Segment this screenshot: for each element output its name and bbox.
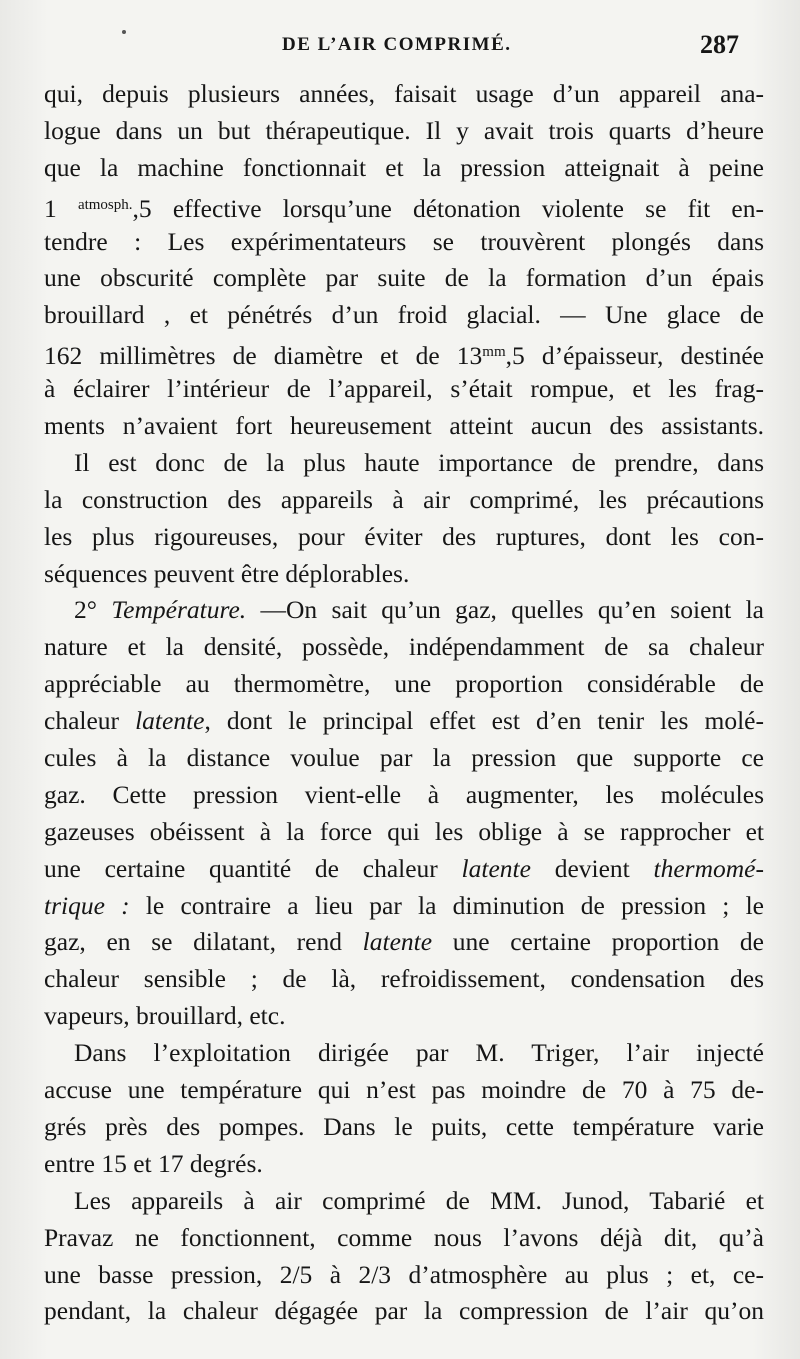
- text-line: cules à la distance voulue par la pression que supporte ce: [44, 743, 764, 773]
- text-line: appréciable au thermomètre, une proportion considérable de: [44, 669, 764, 699]
- text-line: gaz. Cette pression vient-elle à augmenter, les molécules: [44, 779, 764, 809]
- text-line: pendant, la chaleur dégagée par la compression de l’air qu’on: [44, 1296, 764, 1326]
- text-line: trique : le contraire a lieu par la diminution de pression ; le: [44, 890, 764, 920]
- text-line: tendre : Les expérimentateurs se trouvèrent plongés dans: [44, 226, 764, 256]
- text-line: la construction des appareils à air comprimé, les précautions: [44, 484, 764, 514]
- text-line: accuse une température qui n’est pas moindre de 70 à 75 de-: [44, 1075, 764, 1105]
- text-line: brouillard , et pénétrés d’un froid glacial. — Une glace de: [44, 300, 764, 330]
- running-title: DE L’AIR COMPRIMÉ.: [282, 34, 512, 55]
- page-number: 287: [700, 30, 739, 59]
- text-line: Il est donc de la plus haute importance de prendre, dans: [74, 447, 764, 477]
- text-line: gaz, en se dilatant, rend latente une certaine proportion de: [44, 927, 764, 957]
- text-line: grés près des pompes. Dans le puits, cette température varie: [44, 1111, 764, 1141]
- text-line: les plus rigoureuses, pour éviter des ruptures, dont les con-: [44, 521, 764, 551]
- text-line: vapeurs, brouillard, etc.: [44, 1001, 286, 1031]
- text-line: que la machine fonctionnait et la pression atteignait à peine: [44, 152, 764, 182]
- text-line: séquences peuvent être déplorables.: [44, 558, 410, 588]
- text-line: 2° Température. —On sait qu’un gaz, quelles qu’en soient la: [74, 595, 764, 625]
- text-line: à éclairer l’intérieur de l’appareil, s’était rompue, et les frag-: [44, 374, 764, 404]
- text-line: Dans l’exploitation dirigée par M. Triger, l’air injecté: [74, 1038, 764, 1068]
- text-line: chaleur sensible ; de là, refroidissement, condensation des: [44, 964, 764, 994]
- page-header: [0, 30, 800, 64]
- text-line: une obscurité complète par suite de la formation d’un épais: [44, 263, 764, 293]
- text-line: 1 $^{atmosph.}$,5 effective lorsqu’une détonation violente se fit en-: [44, 193, 764, 223]
- text-line: qui, depuis plusieurs années, faisait usage d’un appareil ana-: [44, 79, 764, 108]
- text-line: chaleur latente, dont le principal effet est d’en tenir les molé-: [44, 706, 764, 736]
- text-line: logue dans un but thérapeutique. Il y avait trois quarts d’heure: [44, 115, 764, 145]
- text-line: une certaine quantité de chaleur latente devient thermomé-: [44, 853, 764, 883]
- text-line: 162 millimètres de diamètre et de $13^{mm},5$ d’épaisseur, destinée: [44, 341, 764, 371]
- text-line: ments n’avaient fort heureusement atteint aucun des assistants.: [44, 411, 764, 441]
- text-line: Les appareils à air comprimé de MM. Junod, Tabarié et: [74, 1185, 764, 1215]
- text-line: Pravaz ne fonctionnent, comme nous l’avons déjà dit, qu’à: [44, 1222, 764, 1252]
- text-line: entre 15 et 17 degrés.: [44, 1148, 263, 1178]
- text-line: gazeuses obéissent à la force qui les oblige à se rapprocher et: [44, 816, 764, 846]
- body-text: [44, 76, 764, 1330]
- text-line: nature et la densité, possède, indépendamment de sa chaleur: [44, 632, 764, 662]
- text-line: une basse pression, 2/5 à 2/3 d’atmosphère au plus ; et, ce-: [44, 1259, 764, 1289]
